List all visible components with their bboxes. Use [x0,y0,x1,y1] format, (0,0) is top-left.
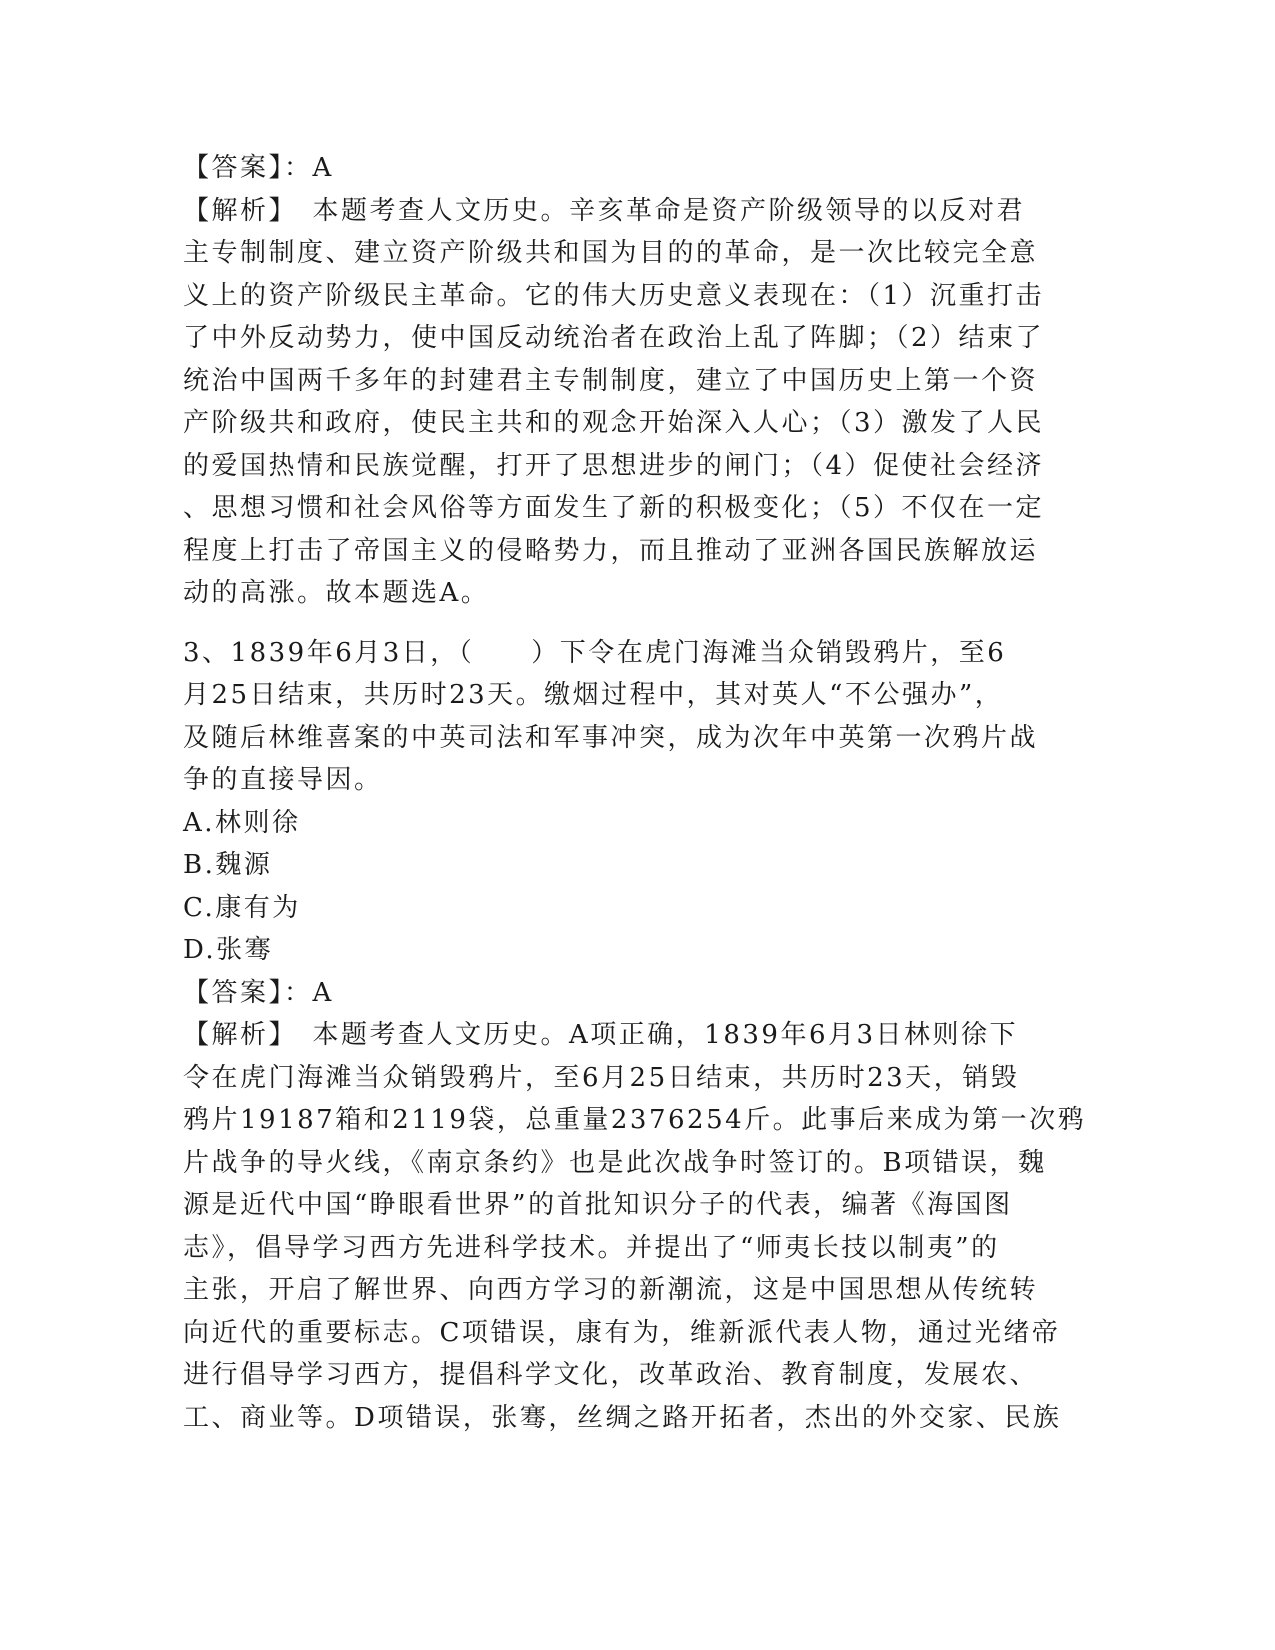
analysis-line: 志》，倡导学习西方先进科学技术。并提出了“师夷长技以制夷”的 [183,1232,1000,1263]
option-c: C.康有为 [183,892,301,923]
analysis-line: 义上的资产阶级民主革命。它的伟大历史意义表现在：（1）沉重打击 [183,280,1045,311]
analysis-line: 产阶级共和政府，使民主共和的观念开始深入人心；（3）激发了人民 [183,408,1045,438]
analysis-line: 程度上打击了帝国主义的侵略势力，而且推动了亚洲各国民族解放运 [183,535,1039,566]
analysis-line: 【解析】 本题考查人文历史。辛亥革命是资产阶级领导的以反对君 [183,195,1026,226]
analysis-line: 进行倡导学习西方，提倡科学文化，改革政治、教育制度，发展农、 [183,1360,1039,1390]
analysis-line: 向近代的重要标志。C项错误，康有为，维新派代表人物，通过光绪帝 [183,1317,1061,1348]
option-d: D.张骞 [183,935,274,965]
option-b: B.魏源 [183,850,273,880]
analysis-line: 、思想习惯和社会风俗等方面发生了新的积极变化；（5）不仅在一定 [183,493,1045,523]
analysis-line: 【解析】 本题考查人文历史。A项正确，1839年6月3日林则徐下 [183,1020,1019,1050]
analysis-line: 源是近代中国“睁眼看世界”的首批知识分子的代表，编著《海国图 [183,1190,1013,1220]
analysis-line: 主专制制度、建立资产阶级共和国为目的的革命，是一次比较完全意 [183,238,1039,268]
question-stem-line: 及随后林维喜案的中英司法和军事冲突，成为次年中英第一次鸦片战 [183,722,1039,753]
paragraph-gap [183,615,1083,632]
question-stem-line: 3、1839年6月3日，（ ）下令在虎门海滩当众销毁鸦片，至6 [183,637,1007,668]
answer-line: 【答案】：A [183,153,334,183]
answer-block-previous [183,147,1083,615]
answer-line: 【答案】：A [183,977,334,1008]
option-a: A.林则徐 [183,807,301,838]
analysis-line: 的爱国热情和民族觉醒，打开了思想进步的闸门；（4）促使社会经济 [183,450,1045,481]
question-3 [183,632,1087,1440]
analysis-line: 工、商业等。D项错误，张骞，丝绸之路开拓者，杰出的外交家、民族 [183,1402,1062,1433]
question-stem-line: 月25日结束，共历时23天。缴烟过程中，其对英人“不公强办”， [183,680,1004,710]
analysis-line: 鸦片19187箱和2119袋，总重量2376254斤。此事后来成为第一次鸦 [183,1105,1087,1135]
analysis-line: 统治中国两千多年的封建君主专制制度，建立了中国历史上第一个资 [183,365,1039,396]
analysis-line: 片战争的导火线，《南京条约》也是此次战争时签订的。B项错误，魏 [183,1147,1047,1178]
analysis-line: 了中外反动势力，使中国反动统治者在政治上乱了阵脚；（2）结束了 [183,323,1045,353]
document-page [183,147,1087,1439]
analysis-line: 令在虎门海滩当众销毁鸦片，至6月25日结束，共历时23天，销毁 [183,1062,1020,1093]
analysis-line: 动的高涨。故本题选A。 [183,578,490,608]
analysis-line: 主张，开启了解世界、向西方学习的新潮流，这是中国思想从传统转 [183,1275,1039,1305]
question-stem-line: 争的直接导因。 [183,765,383,795]
